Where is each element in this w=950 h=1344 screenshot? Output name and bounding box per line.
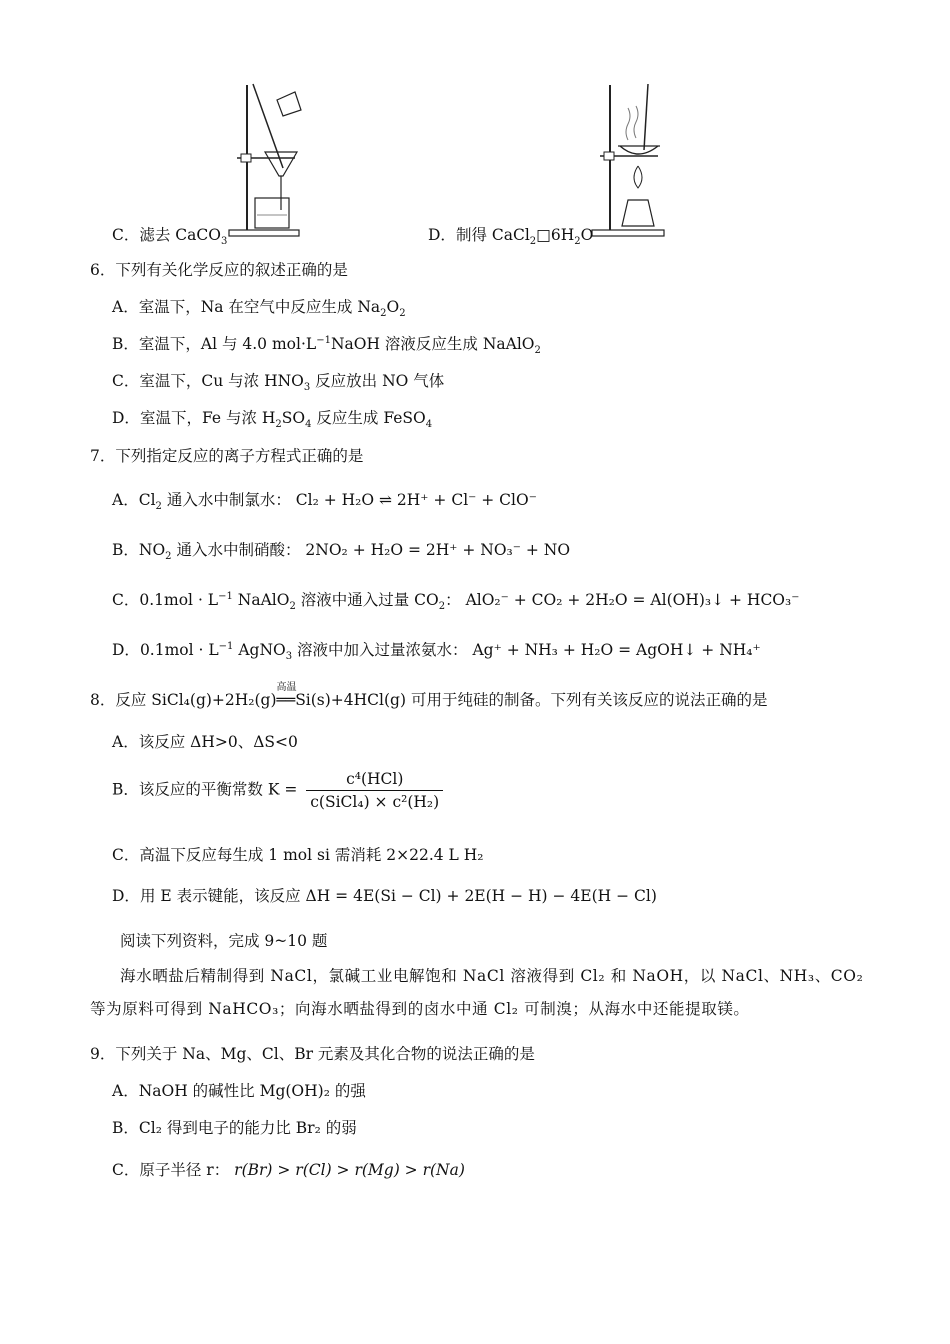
- q6-option-c: C．室温下，Cu 与浓 $HNO_3$ 反应放出 NO 气体: [112, 372, 445, 394]
- q6-option-b: B．室温下，Al 与 4.0 $mol\cdot L^{-1}NaOH$ 溶液反应生成 NaAlO$_2$: [112, 334, 541, 357]
- reading-paragraph: 海水晒盐后精制得到 NaCl，氯碱工业电解饱和 NaCl 溶液得到 Cl₂ 和 NaOH，以 NaCl、NH₃、CO₂ 等为原料可得到 NaHCO₃；向海水晒盐得到的卤水中通 Cl₂ 可制溴；从海水中还能提取镁。: [90, 967, 864, 1018]
- q9-option-c: C．原子半径 r： r(Br) > r(Cl) > r(Mg) > r(Na): [112, 1161, 465, 1179]
- filtration-apparatus-figure: [225, 80, 305, 240]
- q7-b-equation: 2NO₂ + H₂O = 2H⁺ + NO₃⁻ + NO: [305, 541, 571, 559]
- q8-option-b: B．该反应的平衡常数 K = $\frac{\text{c⁴(HCl)}}{\text{c(SiCl₄) × c²(H₂)}}$: [112, 770, 443, 811]
- equilibrium-constant-fraction: $\frac{\text{c⁴(HCl)}}{\text{c(SiCl₄) × c²(H₂)}}$: [306, 770, 443, 811]
- q7-option-a: A．$Cl_2$ 通入水中制氯水： Cl₂ + H₂O ⇌ 2H⁺ + Cl⁻ + ClO⁻: [112, 491, 537, 513]
- q6-option-d: D．室温下，Fe 与浓 $H_2SO_4$ 反应生成 FeSO$_4$: [112, 409, 433, 431]
- q8-stem: 8．反应 SiCl₄(g)+2H₂(g) 高温 ══Si(s)+4HCl(g) 可用于纯硅的制备。下列有关该反应的说法正确的是: [90, 682, 768, 709]
- reaction-arrow: 高温 ══: [276, 682, 297, 709]
- q7-d-equation: Ag⁺ + NH₃ + H₂O = AgOH↓ + NH₄⁺: [472, 641, 761, 659]
- q5-option-c: C．滤去 CaCO$_3$: [112, 226, 228, 248]
- q8-option-c: C．高温下反应每生成 1 mol si 需消耗 2×22.4 L H₂: [112, 846, 484, 864]
- q7-stem: 7．下列指定反应的离子方程式正确的是: [90, 447, 364, 465]
- q7-option-d: D．$0.1mol \cdot L^{-1}$ AgNO$_3$ 溶液中加入过量浓氨水： Ag⁺ + NH₃ + H₂O = AgOH↓ + NH₄⁺: [112, 640, 761, 663]
- q6-option-a: A．室温下，Na 在空气中反应生成 $Na_2O_2$: [112, 298, 406, 320]
- evaporation-apparatus-figure: [588, 80, 668, 240]
- q9-c-equation: r(Br) > r(Cl) > r(Mg) > r(Na): [234, 1161, 465, 1179]
- q9-option-b: B．Cl₂ 得到电子的能力比 Br₂ 的弱: [112, 1119, 357, 1137]
- reading-title: 阅读下列资料，完成 9~10 题: [120, 932, 328, 950]
- q8-d-equation: ΔH = 4E(Si − Cl) + 2E(H − H) − 4E(H − Cl): [305, 887, 657, 905]
- q7-a-equation: Cl₂ + H₂O ⇌ 2H⁺ + Cl⁻ + ClO⁻: [295, 491, 537, 509]
- q7-option-b: B．$NO_2$ 通入水中制硝酸： 2NO₂ + H₂O = 2H⁺ + NO₃⁻ + NO: [112, 541, 571, 563]
- q7-option-c: C．$0.1mol \cdot L^{-1}$ NaAlO$_2$ 溶液中通入过量 $CO_2$： AlO₂⁻ + CO₂ + 2H₂O = Al(OH)₃↓ + HCO₃⁻: [112, 590, 800, 613]
- q6-stem: 6．下列有关化学反应的叙述正确的是: [90, 261, 348, 279]
- q7-c-equation: AlO₂⁻ + CO₂ + 2H₂O = Al(OH)₃↓ + HCO₃⁻: [465, 591, 800, 609]
- q9-option-a: A．NaOH 的碱性比 Mg(OH)₂ 的强: [112, 1082, 366, 1100]
- q5-option-d: D．制得 $CaCl_2□6H_2O$: [428, 226, 594, 248]
- q8-option-d: D．用 E 表示键能，该反应 ΔH = 4E(Si − Cl) + 2E(H − H) − 4E(H − Cl): [112, 887, 657, 905]
- q9-stem: 9．下列关于 Na、Mg、Cl、Br 元素及其化合物的说法正确的是: [90, 1045, 535, 1063]
- q8-option-a: A．该反应 ΔH>0、ΔS<0: [112, 733, 298, 751]
